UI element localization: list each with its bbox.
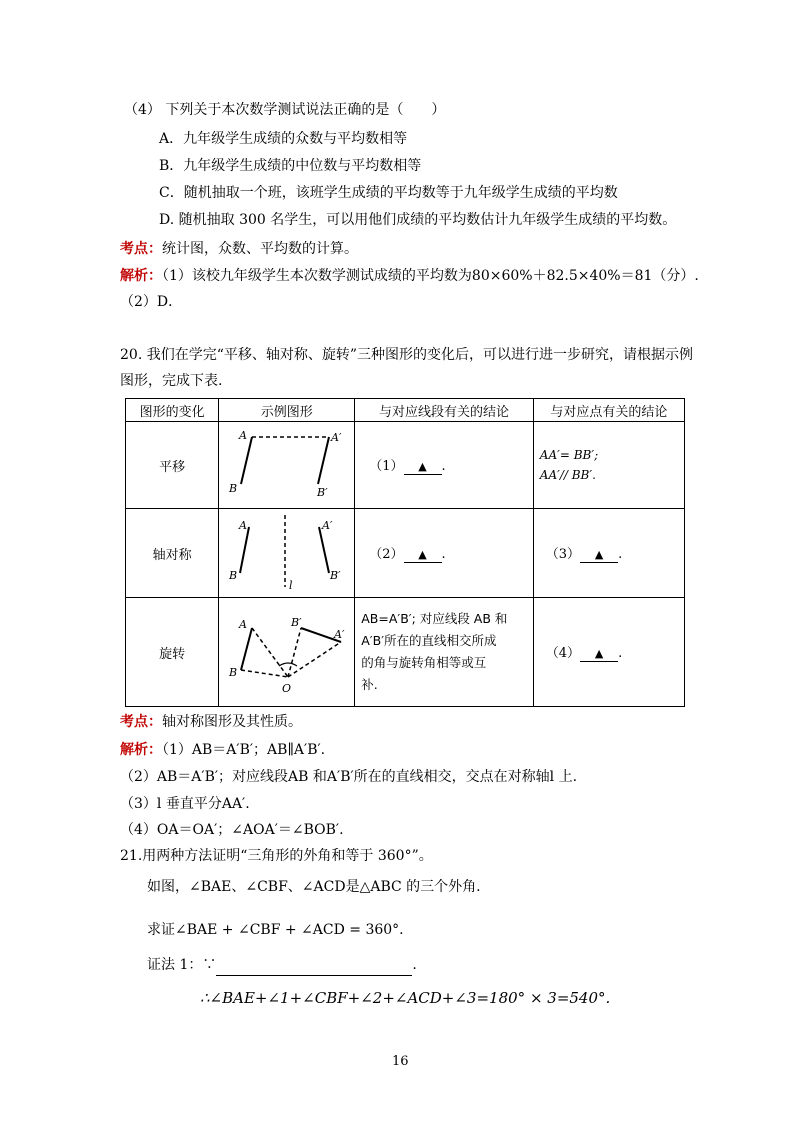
proof-blank[interactable] <box>216 955 412 976</box>
svg-text:B: B <box>229 482 238 495</box>
row-name-rotate: 旋转 <box>126 598 219 707</box>
kaodian-label: 考点： <box>120 714 162 730</box>
kaodian-text: 轴对称图形及其性质。 <box>162 714 302 730</box>
blank-1[interactable] <box>404 459 442 475</box>
svg-text:B: B <box>229 569 238 582</box>
page-number: 16 <box>392 1054 409 1069</box>
answer-1: （1） ▲ . <box>355 422 534 509</box>
q19-jiexi <box>120 266 699 286</box>
svg-text:B′: B′ <box>330 569 341 582</box>
point-translate: AA′= BB′; AA′// BB′. <box>533 422 684 509</box>
q4-option-c: C．随机抽取一个班，该班学生成绩的平均数等于九年级学生成绩的平均数 <box>159 185 618 201</box>
svg-text:l: l <box>289 579 293 592</box>
jiexi-text-1: （1）AB＝A′B′；AB∥A′B′. <box>162 742 326 758</box>
svg-text:O: O <box>282 682 292 695</box>
row-name-translate: 平移 <box>126 422 219 509</box>
answer-2: （2） ▲ . <box>355 509 534 598</box>
q20-table <box>125 398 685 707</box>
rotate-figure <box>219 598 354 702</box>
figure-reflect <box>219 509 355 598</box>
q21-line4: 证法 1：∵ . <box>147 955 417 976</box>
table-row <box>126 509 685 598</box>
q4-option-a: A．九年级学生成绩的众数与平均数相等 <box>159 131 408 147</box>
q20-line1: 20. 我们在学完“平移、轴对称、旋转”三种图形的变化后，可以进行进一步研究，请根据示例 <box>120 347 694 363</box>
figure-translate <box>219 422 355 509</box>
answer-4: （4） ▲ . <box>533 598 684 707</box>
triangle-icon: ▲ <box>594 548 604 561</box>
q4-option-d: D. 随机抽取 300 名学生，可以用他们成绩的平均数估计九年级学生成绩的平均数。 <box>159 212 677 228</box>
svg-text:A: A <box>239 429 248 442</box>
q4-option-b: B．九年级学生成绩的中位数与平均数相等 <box>159 158 422 174</box>
row-name-reflect: 轴对称 <box>126 509 219 598</box>
kaodian-text: 统计图，众数、平均数的计算。 <box>162 241 358 257</box>
answer-3: （3） ▲ . <box>533 509 684 598</box>
header-transform: 图形的变化 <box>126 399 219 422</box>
figure-rotate <box>219 598 355 707</box>
q21-line2: 如图，∠BAE、∠CBF、∠ACD是△ABC 的三个外角. <box>147 879 481 895</box>
svg-text:A: A <box>239 519 248 532</box>
header-point: 与对应点有关的结论 <box>533 399 684 422</box>
header-example: 示例图形 <box>219 399 355 422</box>
kaodian-label: 考点： <box>120 241 162 257</box>
svg-text:B′: B′ <box>291 616 302 629</box>
svg-text:A′: A′ <box>334 628 345 641</box>
svg-text:A′: A′ <box>322 519 333 532</box>
reflect-figure <box>219 509 354 593</box>
q4-stem: （4） 下列关于本次数学测试说法正确的是（ ） <box>124 102 446 118</box>
svg-text:B: B <box>229 666 238 679</box>
jiexi-label: 解析： <box>120 268 162 284</box>
svg-text:A: A <box>239 618 248 631</box>
triangle-icon: ▲ <box>418 548 427 561</box>
q19-part2: （2）D． <box>120 294 183 310</box>
q20-jiexi <box>120 740 325 760</box>
svg-text:B′: B′ <box>317 486 328 499</box>
jiexi-label: 解析： <box>120 742 162 758</box>
rotate-segment-conclusion: AB=A′B′; 对应线段 AB 和 A′B′所在的直线相交所成 的角与旋转角相等或互 补. <box>355 598 534 707</box>
svg-text:A′: A′ <box>331 431 342 444</box>
q20-line2: 图形，完成下表. <box>120 373 223 389</box>
q20-kaodian <box>120 712 302 732</box>
q21-line1: 21.用两种方法证明“三角形的外角和等于 360°”。 <box>120 848 433 864</box>
q20-jiexi-4: （4）OA＝OA′；∠AOA′＝∠BOB′. <box>120 822 344 838</box>
blank-3[interactable] <box>580 547 618 563</box>
translate-figure <box>219 422 354 504</box>
triangle-icon: ▲ <box>594 647 604 660</box>
header-segment: 与对应线段有关的结论 <box>355 399 534 422</box>
blank-2[interactable] <box>404 547 442 563</box>
q19-kaodian <box>120 239 358 259</box>
table-header-row <box>126 399 685 422</box>
table-row <box>126 598 685 707</box>
jiexi-text: （1）该校九年级学生本次数学测试成绩的平均数为80×60%＋82.5×40%＝81（分）. <box>162 268 699 284</box>
q20-jiexi-2: （2）AB＝A′B′；对应线段AB 和A′B′所在的直线相交，交点在对称轴l 上. <box>120 769 578 785</box>
q20-jiexi-3: （3）l 垂直平分AA′. <box>120 796 250 812</box>
q21-line3: 求证∠BAE + ∠CBF + ∠ACD = 360°. <box>147 922 404 938</box>
table-row <box>126 422 685 509</box>
q21-line5: ∴∠BAE+∠1+∠CBF+∠2+∠ACD+∠3=180° × 3=540°. <box>200 989 611 1007</box>
blank-4[interactable] <box>580 646 618 662</box>
triangle-icon: ▲ <box>418 460 427 473</box>
